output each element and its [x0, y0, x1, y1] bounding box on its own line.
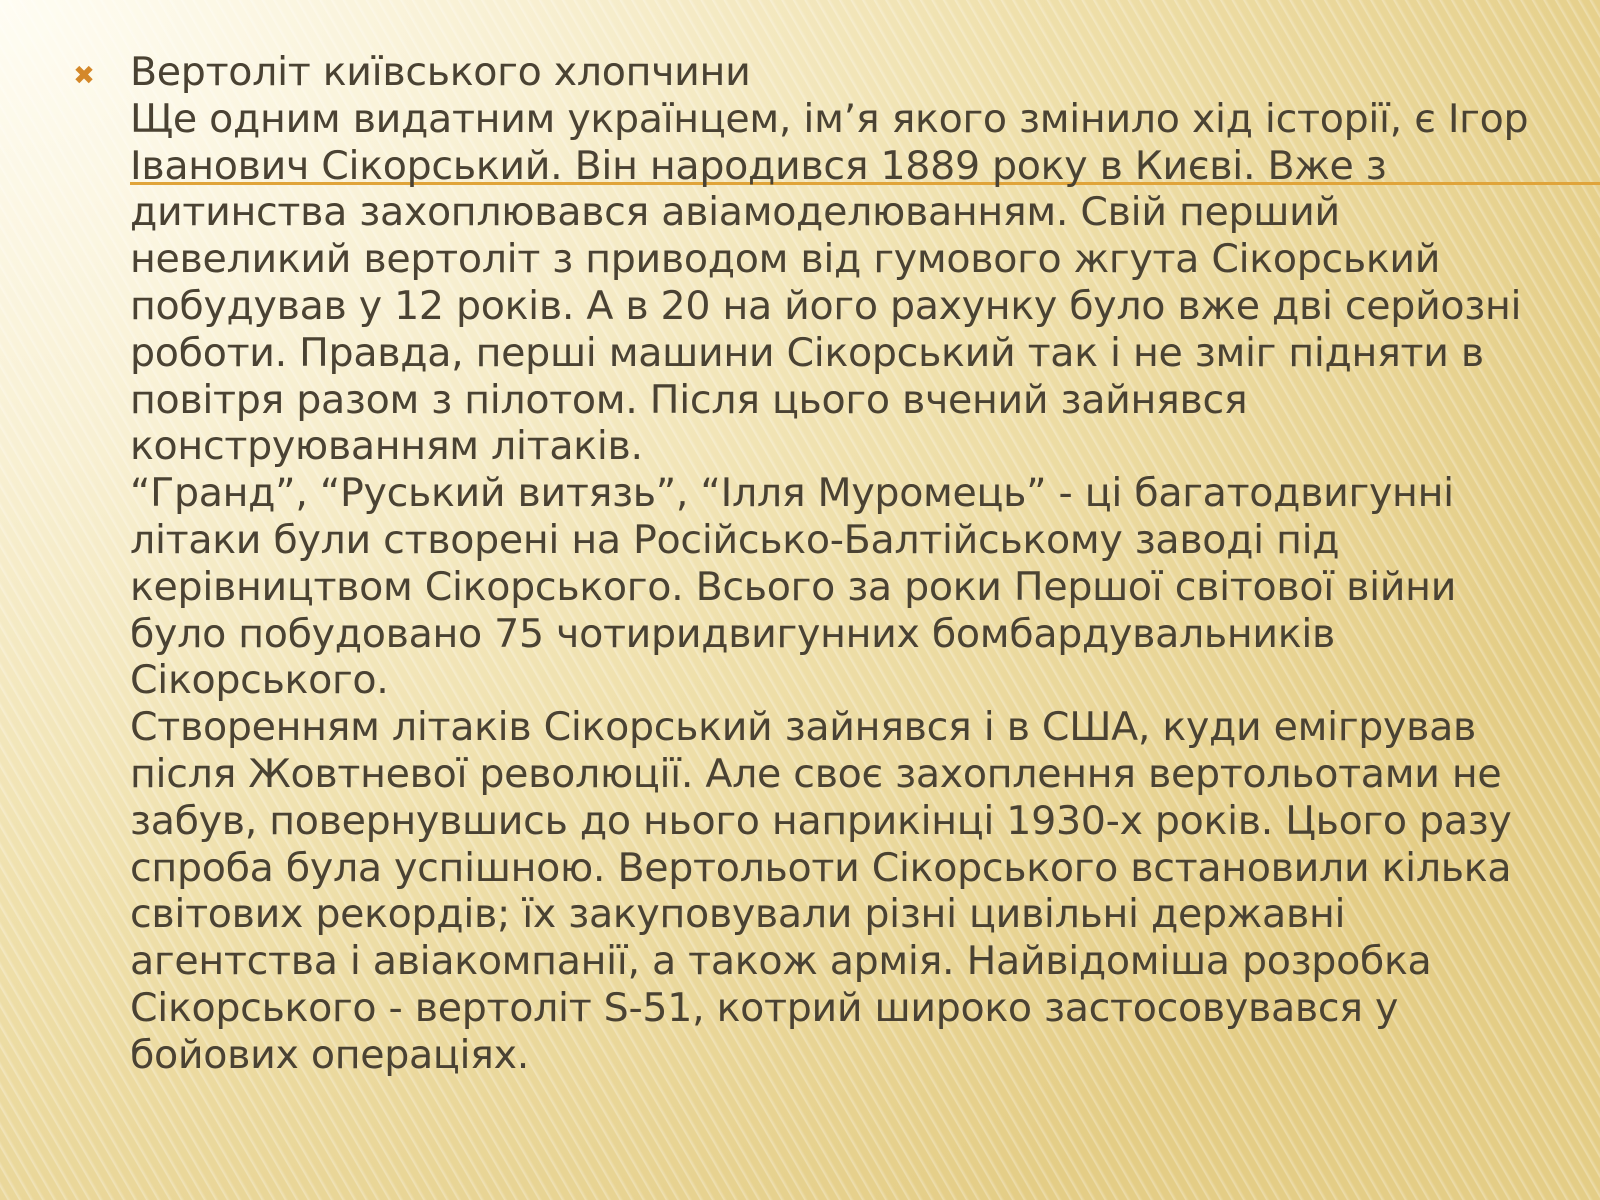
text-line: побудував у 12 років. А в 20 на його рахунку було вже дві серйозні [130, 282, 1522, 329]
text-line: забув, повернувшись до нього наприкінці 1930-х років. Цього разу [130, 797, 1512, 844]
text-line: світових рекордів; їх закуповували різні цивільні державні [130, 891, 1346, 938]
text-line: Створенням літаків Сікорський зайнявся і в США, куди емігрував [130, 704, 1477, 751]
text-line: Іванович Сікорський. Він народився 1889 року в Києві. Вже з [130, 142, 1387, 189]
heading-line: Вертоліт київського хлопчини [130, 49, 751, 95]
text-line: дитинства захоплювався авіамоделюванням. Свій перший [130, 189, 1340, 236]
text-line: спроба була успішною. Вертольоти Сікорського встановили кілька [130, 844, 1512, 891]
text-line: було побудовано 75 чотиридвигунних бомбардувальників [130, 610, 1336, 657]
text-line: керівництвом Сікорського. Всього за роки Першої світової війни [130, 563, 1457, 610]
text-line: літаки були створені на Російсько-Балтійському заводі під [130, 516, 1340, 563]
text-line: бойових операціях. [130, 1031, 529, 1078]
text-line: Сікорського - вертоліт S-51, котрий широко застосовувався у [130, 984, 1399, 1031]
body-text [130, 49, 1590, 1079]
text-line: після Жовтневої революції. Але своє захоплення вертольотами не [130, 750, 1502, 797]
text-line: роботи. Правда, перші машини Сікорський так і не зміг підняти в [130, 329, 1484, 376]
text-line: невеликий вертоліт з приводом від гумового жгута Сікорський [130, 236, 1441, 283]
text-line: конструюванням літаків. [130, 423, 643, 470]
x-mark-bullet-icon: ✖ [73, 61, 95, 91]
text-line: Сікорського. [130, 657, 389, 704]
text-line: повітря разом з пілотом. Після цього вчений зайнявся [130, 376, 1248, 423]
text-line: агентства і авіакомпанії, а також армія. Найвідоміша розробка [130, 938, 1432, 985]
text-line: “Гранд”, “Руський витязь”, “Ілля Муромець” - ці багатодвигунні [130, 470, 1454, 517]
text-line: Ще одним видатним українцем, ім’я якого змінило хід історії, є Ігор [130, 95, 1529, 142]
